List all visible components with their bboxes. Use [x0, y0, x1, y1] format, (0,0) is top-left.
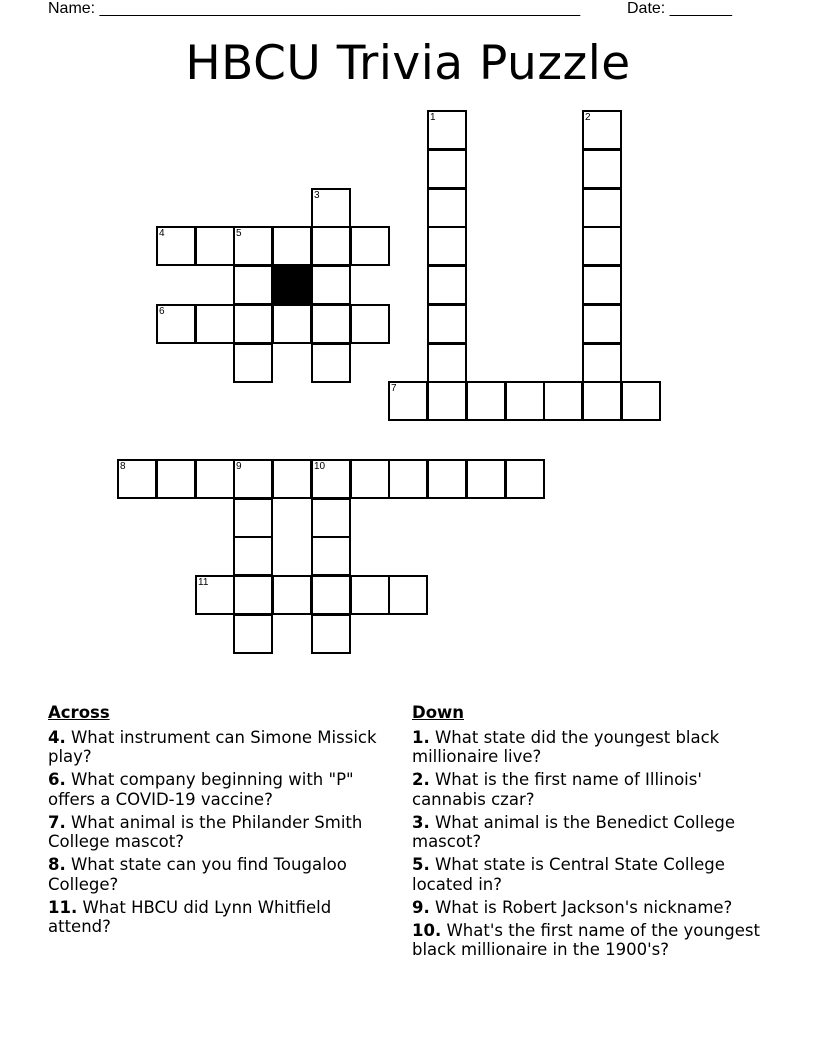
cell-number: 1 — [430, 112, 436, 123]
grid-cell[interactable] — [195, 575, 235, 615]
cell-number: 9 — [236, 461, 242, 472]
cell-number: 2 — [585, 112, 591, 123]
clue-text: What state can you find Tougaloo College? — [48, 855, 347, 894]
grid-cell[interactable] — [427, 110, 467, 150]
down-heading: Down — [412, 703, 465, 722]
name-field-label: Name: ______________________________________________________ — [48, 0, 581, 17]
page-title: HBCU Trivia Puzzle — [185, 36, 631, 91]
clue-text: What HBCU did Lynn Whitfield attend? — [48, 897, 332, 936]
grid-cell[interactable] — [311, 265, 351, 305]
down-clue — [412, 770, 772, 809]
across-clue-list — [48, 728, 393, 937]
down-clue — [412, 813, 772, 852]
grid-cell[interactable] — [582, 110, 622, 150]
clue-text: What instrument can Simone Missick play? — [48, 727, 377, 766]
grid-cell[interactable] — [427, 265, 467, 305]
date-field-label: Date: _______ — [627, 0, 732, 17]
clue-text: What is the first name of Illinois' cannabis czar? — [412, 770, 702, 809]
grid-cell[interactable] — [427, 381, 467, 421]
grid-cell[interactable] — [350, 304, 390, 344]
clue-number: 8. — [48, 855, 66, 874]
grid-cell[interactable] — [272, 304, 312, 344]
down-clues — [412, 703, 772, 963]
down-clue — [412, 898, 772, 918]
grid-cell[interactable] — [311, 536, 351, 576]
grid-cell[interactable] — [272, 226, 312, 266]
clue-number: 5. — [412, 855, 430, 874]
grid-cell[interactable] — [311, 343, 351, 383]
cell-number: 7 — [391, 383, 397, 394]
down-clue — [412, 728, 772, 767]
grid-cell[interactable] — [233, 575, 273, 615]
grid-cell[interactable] — [233, 304, 273, 344]
grid-cell[interactable] — [388, 381, 428, 421]
clue-text: What is Robert Jackson's nickname? — [429, 897, 733, 917]
grid-cell[interactable] — [156, 226, 196, 266]
grid-cell[interactable] — [233, 265, 273, 305]
clue-text: What animal is the Philander Smith College mascot? — [48, 812, 363, 851]
clue-number: 1. — [412, 727, 430, 747]
grid-cell[interactable] — [350, 226, 390, 266]
grid-cell[interactable] — [233, 498, 273, 538]
grid-cell[interactable] — [466, 459, 506, 499]
grid-cell[interactable] — [350, 459, 390, 499]
grid-cell[interactable] — [582, 343, 622, 383]
clue-number: 2. — [412, 770, 430, 789]
clue-number: 4. — [48, 727, 66, 747]
clue-text: What company beginning with "P" offers a COVID-19 vaccine? — [48, 770, 354, 809]
down-clue — [412, 855, 772, 894]
grid-cell[interactable] — [582, 188, 622, 228]
clue-text: What state did the youngest black millionaire live? — [412, 727, 720, 766]
grid-cell[interactable] — [311, 226, 351, 266]
across-clue — [48, 728, 393, 767]
cell-number: 10 — [314, 461, 326, 472]
across-clue — [48, 855, 393, 894]
grid-cell[interactable] — [427, 304, 467, 344]
grid-cell[interactable] — [427, 149, 467, 189]
clue-text: What animal is the Benedict College mascot? — [412, 812, 735, 851]
grid-cell[interactable] — [311, 459, 351, 499]
cell-number: 5 — [236, 228, 242, 239]
grid-cell[interactable] — [233, 614, 273, 654]
grid-cell[interactable] — [466, 381, 506, 421]
grid-cell[interactable] — [427, 459, 467, 499]
grid-cell[interactable] — [311, 498, 351, 538]
grid-cell[interactable] — [427, 226, 467, 266]
clue-text: What state is Central State College located in? — [412, 855, 725, 894]
down-clue — [412, 921, 772, 960]
grid-cell[interactable] — [117, 459, 157, 499]
grid-cell[interactable] — [388, 459, 428, 499]
grid-cell[interactable] — [272, 459, 312, 499]
across-clue — [48, 813, 393, 852]
grid-cell[interactable] — [156, 459, 196, 499]
clue-number: 6. — [48, 770, 66, 789]
grid-cell[interactable] — [582, 381, 622, 421]
clue-text: What's the first name of the youngest black millionaire in the 1900's? — [412, 920, 760, 959]
cell-number: 11 — [198, 577, 209, 588]
grid-cell[interactable] — [233, 343, 273, 383]
grid-cell[interactable] — [427, 343, 467, 383]
grid-cell[interactable] — [543, 381, 583, 421]
grid-cell[interactable] — [505, 381, 545, 421]
grid-cell[interactable] — [272, 575, 312, 615]
grid-cell[interactable] — [311, 188, 351, 228]
clue-number: 7. — [48, 812, 66, 832]
grid-cell[interactable] — [156, 304, 196, 344]
grid-cell[interactable] — [582, 226, 622, 266]
across-clue — [48, 898, 393, 937]
grid-cell[interactable] — [582, 149, 622, 189]
cell-number: 8 — [120, 461, 126, 472]
grid-cell[interactable] — [195, 304, 235, 344]
grid-cell[interactable] — [311, 575, 351, 615]
cell-number: 4 — [159, 228, 165, 239]
across-clue — [48, 770, 393, 809]
grid-cell[interactable] — [505, 459, 545, 499]
grid-cell[interactable] — [233, 536, 273, 576]
cell-number: 6 — [159, 306, 165, 317]
grid-cell[interactable] — [621, 381, 661, 421]
across-heading: Across — [48, 703, 110, 722]
grid-cell[interactable] — [195, 459, 235, 499]
grid-cell[interactable] — [350, 575, 390, 615]
down-clue-list — [412, 728, 772, 960]
clue-number: 11. — [48, 897, 78, 917]
clue-number: 9. — [412, 897, 430, 917]
grid-cell[interactable] — [388, 575, 428, 615]
grid-cell[interactable] — [311, 614, 351, 654]
grid-cell[interactable] — [195, 226, 235, 266]
cell-number: 3 — [314, 190, 320, 201]
grid-cell[interactable] — [582, 265, 622, 305]
grid-cell[interactable] — [427, 188, 467, 228]
clue-number: 10. — [412, 920, 442, 940]
clue-number: 3. — [412, 812, 430, 832]
grid-cell[interactable] — [233, 226, 273, 266]
grid-cell[interactable] — [582, 304, 622, 344]
across-clues — [48, 703, 393, 940]
grid-block-cell — [272, 265, 312, 305]
grid-cell[interactable] — [233, 459, 273, 499]
grid-cell[interactable] — [311, 304, 351, 344]
